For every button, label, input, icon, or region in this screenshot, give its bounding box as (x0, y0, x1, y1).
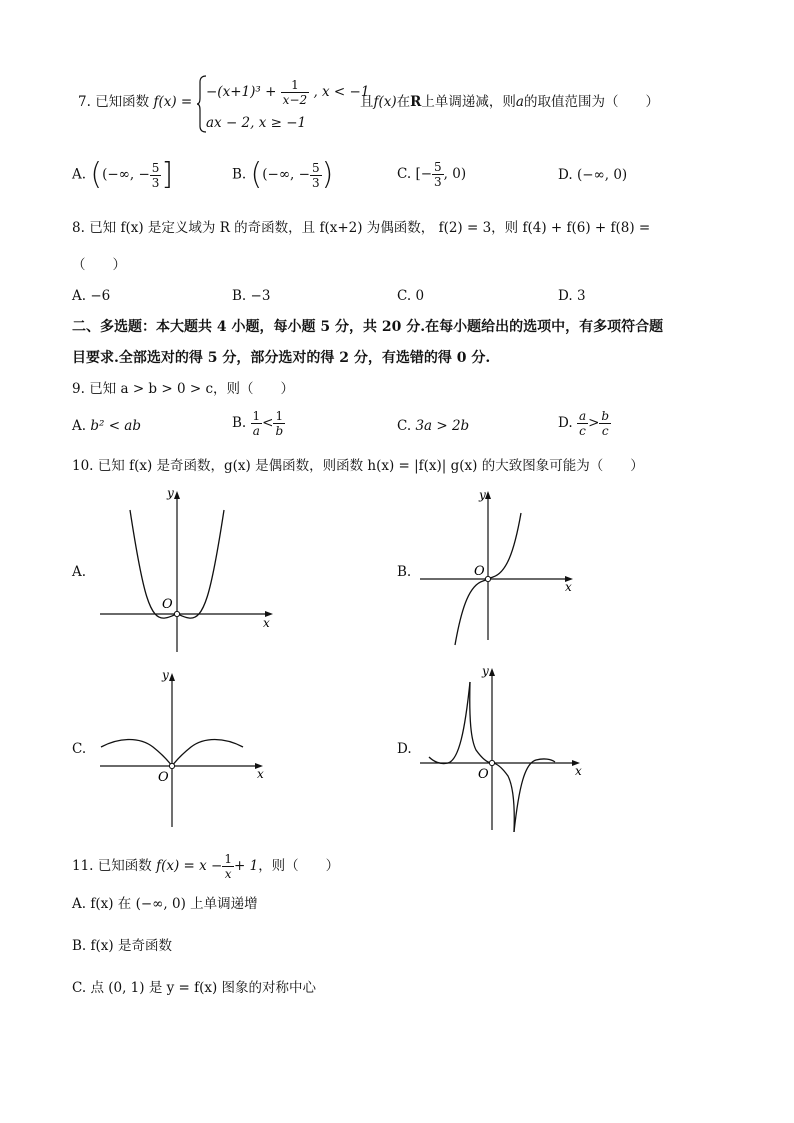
frac-den: c (579, 424, 586, 438)
q8-stem (72, 219, 650, 237)
option-text: f(x) 是奇函数 (90, 938, 172, 954)
q10-option-a-label[interactable]: A. (72, 564, 87, 580)
q7-prefix: 已知函数 (95, 94, 150, 110)
q9-option-c[interactable] (397, 417, 469, 435)
curve-left-branch (429, 682, 470, 764)
option-fraction-1 (577, 409, 588, 438)
option-fraction-1 (251, 409, 263, 438)
option-text: b² < ab (90, 418, 141, 434)
q11-option-c[interactable] (72, 979, 316, 997)
option-text: 3 (576, 288, 586, 304)
q7-suffix-fx: f(x) (373, 94, 397, 110)
option-label: A. (72, 288, 87, 304)
frac-den: 3 (311, 175, 320, 190)
frac-num: 1 (224, 852, 232, 866)
bracket-close: ) (321, 157, 334, 192)
q9-option-b[interactable] (232, 409, 285, 438)
q7-piece1-frac-num: 1 (281, 78, 309, 93)
q11-fx-part1: f(x) = x − (156, 858, 223, 874)
q7-piece1 (206, 78, 369, 107)
x-label: x (575, 764, 582, 778)
q11-option-b[interactable] (72, 937, 172, 955)
bracket-open: ( (250, 157, 263, 192)
section2-heading-line2: 目要求.全部选对的得 5 分，部分选对的得 2 分，有选错的得 0 分. (72, 350, 491, 366)
y-label: y (479, 488, 486, 502)
option-label: C. (397, 418, 412, 434)
option-label: C. (72, 980, 87, 996)
y-label: y (162, 668, 169, 682)
q7-stem (78, 93, 192, 111)
frac-num: 5 (151, 160, 160, 175)
q11-prefix: 已知函数 (97, 858, 152, 874)
q8-option-a[interactable] (72, 287, 110, 305)
q7-piece2: ax − 2, x ≥ −1 (206, 115, 307, 131)
option-label: C. (397, 288, 412, 304)
curve-left-inner (470, 682, 492, 763)
option-fraction-2 (273, 409, 285, 438)
q11-stem (72, 852, 339, 881)
q7-option-b[interactable] (232, 157, 334, 192)
q7-fx: f(x) = (153, 94, 193, 110)
frac-den: x (224, 867, 232, 881)
x-label: x (263, 616, 270, 630)
origin-label: O (162, 597, 173, 612)
option-label: D. (558, 415, 573, 431)
q11-fraction (222, 852, 234, 881)
bracket-close: ] (161, 157, 174, 192)
origin-label: O (158, 770, 169, 785)
q10-graph-a (95, 485, 285, 655)
q7-suffix-a: a (515, 94, 524, 110)
origin-point (489, 760, 494, 765)
q11-fx-part2: + 1 (233, 858, 259, 874)
q10-stem (72, 457, 644, 475)
q7-suffix-part4: 的取值范围为（ ） (523, 94, 659, 110)
option-label: A. (72, 896, 87, 912)
q7-suffix-R: R (410, 94, 422, 110)
q11-suffix: ，则（ ） (258, 858, 340, 874)
bracket-open: ( (90, 157, 103, 192)
curve-right-branch (514, 759, 555, 832)
frac-num: a (578, 409, 587, 423)
q7-piece1-poly: −(x+1)³ + (206, 84, 277, 100)
frac-num: 5 (434, 160, 442, 174)
origin-point (169, 763, 174, 768)
curve-right-inner (492, 763, 514, 832)
q8-text: 已知 f(x) 是定义域为 R 的奇函数，且 f(x+2) 为偶函数， f(2) = 3，则 f(4) + f(6) + f(8) = (89, 220, 651, 236)
frac-den: c (601, 424, 609, 438)
frac-den: 3 (434, 175, 442, 189)
option-label: B. (72, 938, 87, 954)
q7-suffix-part3: 上单调递减，则 (421, 94, 516, 110)
q9-stem (72, 380, 294, 398)
q9-number: 9. (72, 381, 85, 397)
y-arrow (174, 491, 180, 499)
frac-num: 1 (273, 409, 285, 424)
option-label: B. (232, 415, 247, 431)
y-label: y (482, 664, 489, 678)
option-text: −6 (90, 288, 111, 304)
option-text: f(x) 在 (−∞, 0) 上单调递增 (90, 896, 258, 912)
q7-suffix-part1: 且 (360, 94, 374, 110)
option-left: [− (415, 166, 433, 182)
section2-heading-line1: 二、多选题：本大题共 4 小题，每小题 5 分，共 20 分.在每小题给出的选项中，有多项符合题 (72, 319, 664, 335)
q10-option-b-label[interactable]: B. (397, 564, 412, 580)
frac-den: a (252, 424, 260, 438)
option-fraction (150, 161, 162, 190)
q8-option-c[interactable] (397, 287, 424, 305)
q10-option-d-label[interactable]: D. (397, 741, 412, 757)
q10-option-c-label[interactable]: C. (72, 741, 87, 757)
origin-label: O (474, 564, 485, 579)
option-text: −3 (250, 288, 271, 304)
q11-number: 11. (72, 858, 94, 874)
option-right: , 0) (443, 166, 467, 182)
frac-num: 5 (311, 160, 320, 175)
q7-option-d[interactable] (558, 166, 627, 184)
option-text: 点 (0, 1) 是 y = f(x) 图象的对称中心 (90, 980, 317, 996)
frac-den: b (275, 424, 284, 438)
q7-piece1-fraction (281, 78, 309, 107)
frac-den: 3 (151, 175, 160, 190)
q8-option-b[interactable] (232, 287, 270, 305)
q7-option-a[interactable] (72, 157, 174, 192)
q8-paren: （ ） (72, 257, 126, 273)
q11-option-a[interactable] (72, 895, 258, 913)
x-label: x (565, 580, 572, 594)
option-text: 0 (415, 288, 425, 304)
y-arrow (489, 668, 495, 676)
q8-number: 8. (72, 220, 85, 236)
option-label: D. (558, 288, 573, 304)
frac-num: 1 (252, 409, 261, 423)
option-label: A. (72, 418, 87, 434)
q7-number: 7. (78, 94, 91, 110)
q7-suffix (360, 93, 659, 111)
q10-graph-d (415, 660, 590, 832)
option-left: (−∞, − (262, 166, 310, 183)
origin-point (485, 576, 490, 581)
frac-num: b (601, 409, 610, 423)
option-label: B. (232, 166, 247, 183)
q10-graph-c (95, 665, 275, 830)
q9-option-a[interactable] (72, 417, 141, 435)
option-label: D. (558, 167, 573, 183)
origin-point (174, 611, 179, 616)
option-left: (−∞, − (102, 166, 150, 183)
option-operator: > (588, 415, 600, 431)
q10-text: 已知 f(x) 是奇函数，g(x) 是偶函数，则函数 h(x) = |f(x)| g(x) 的大致图象可能为（ ） (97, 458, 644, 474)
option-fraction (432, 160, 444, 189)
q10-graph-b (415, 485, 585, 655)
q10-number: 10. (72, 458, 94, 474)
q9-option-d[interactable] (558, 409, 611, 438)
option-label: B. (232, 288, 247, 304)
y-arrow (485, 491, 491, 499)
origin-label: O (478, 767, 489, 782)
option-label: A. (72, 166, 87, 183)
option-fraction-2 (599, 409, 611, 438)
option-fraction (310, 161, 322, 190)
y-arrow (169, 673, 175, 681)
option-text: (−∞, 0) (576, 167, 628, 183)
option-operator: < (262, 415, 274, 431)
option-label: C. (397, 166, 412, 182)
q7-suffix-part2: 在 (396, 94, 411, 110)
q9-text: 已知 a > b > 0 > c，则（ ） (89, 381, 295, 397)
x-label: x (257, 767, 264, 781)
q7-option-c[interactable] (397, 160, 466, 189)
q8-option-d[interactable] (558, 287, 586, 305)
q7-piece1-cond: , x < −1 (313, 84, 370, 100)
option-text: 3a > 2b (415, 418, 470, 434)
y-label: y (167, 486, 174, 500)
q7-piece1-frac-den: x−2 (282, 93, 308, 107)
